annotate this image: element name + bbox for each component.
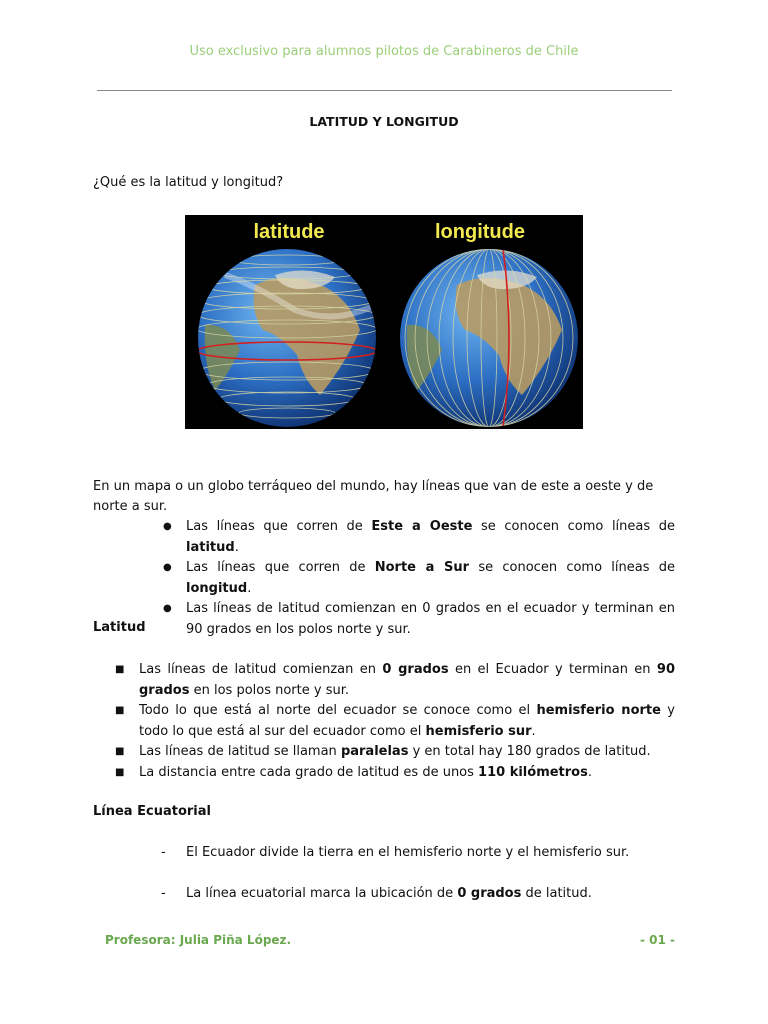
- header-divider: [97, 90, 672, 91]
- bullet-dot-icon: ●: [163, 521, 172, 532]
- list-item: ■ Todo lo que está al norte del ecuador se conoce como el hemisferio norte y todo lo que está al sur del ecuador como el hemisferio sur.: [115, 703, 675, 739]
- list-item: ● Las líneas que corren de Norte a Sur se conocen como líneas de longitud.: [163, 560, 675, 596]
- page-number: - 01 -: [639, 933, 675, 947]
- page-header: Uso exclusivo para alumnos pilotos de Carabineros de Chile: [189, 44, 579, 59]
- bullet-dot-icon: ●: [163, 562, 172, 573]
- bullet-square-icon: ■: [115, 746, 125, 757]
- latitud-heading: Latitud: [93, 620, 146, 635]
- linea-ecuatorial-heading: Línea Ecuatorial: [93, 804, 211, 819]
- longitude-label: longitude: [435, 221, 525, 243]
- latitud-bullet-list: [93, 660, 675, 783]
- dash-bullet-icon: -: [161, 845, 166, 860]
- bullet-square-icon: ■: [115, 705, 125, 716]
- page-title: LATITUD Y LONGITUD: [309, 114, 459, 129]
- intro-paragraph: En un mapa o un globo terráqueo del mundo, hay líneas que van de este a oeste y de norte a sur.: [93, 479, 654, 514]
- latitude-longitude-figure: [185, 215, 583, 429]
- definition-bullet-list: [93, 517, 675, 640]
- longitude-globe: [400, 249, 578, 427]
- latitude-label: latitude: [253, 221, 325, 243]
- bullet-square-icon: ■: [115, 766, 125, 778]
- list-item: ■ Las líneas de latitud comienzan en 0 grados en el Ecuador y terminan en 90 grados en los polos norte y sur.: [115, 662, 675, 698]
- globes-illustration: [185, 215, 583, 429]
- footer-author: Profesora: Julia Piña López.: [105, 933, 292, 947]
- latitude-globe: [197, 249, 377, 427]
- list-item: ■ La distancia entre cada grado de latitud es de unos 110 kilómetros.: [93, 763, 675, 784]
- list-item: ● Las líneas de latitud comienzan en 0 grados en el ecuador y terminan en 90 grados en los polos norte y sur.: [163, 601, 675, 637]
- bullet-dot-icon: ●: [163, 603, 172, 614]
- question-text: ¿Qué es la latitud y longitud?: [93, 175, 284, 190]
- dash-bullet-icon: -: [161, 886, 166, 901]
- list-item: ■ Las líneas de latitud se llaman paralelas y en total hay 180 grados de latitud.: [93, 742, 675, 763]
- bullet-square-icon: ■: [115, 664, 125, 675]
- list-item: ● Las líneas que corren de Este a Oeste se conocen como líneas de latitud.: [163, 519, 675, 555]
